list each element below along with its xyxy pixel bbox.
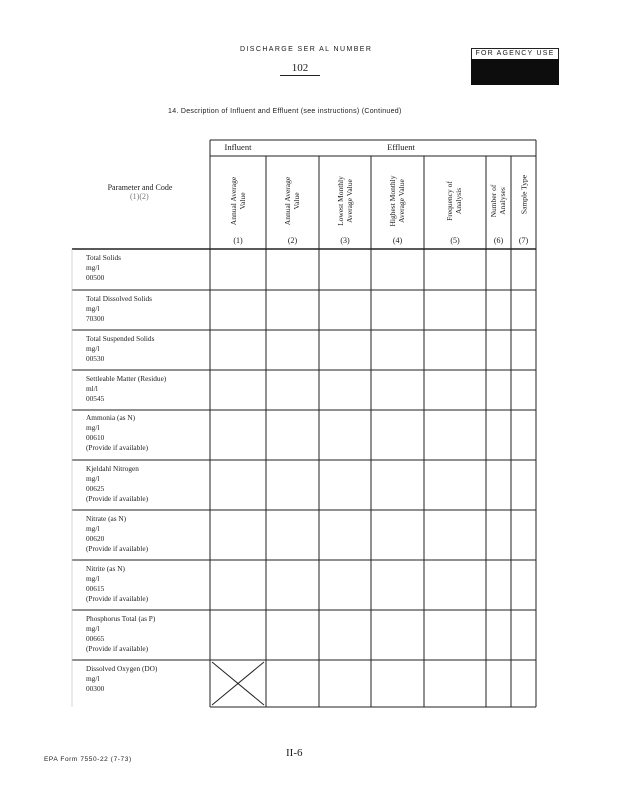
- table-row: [86, 614, 155, 654]
- table-row: [86, 664, 157, 694]
- col-1-number: (1): [233, 236, 243, 245]
- parameter-name: Total Solids: [86, 253, 121, 262]
- parameter-unit: mg/l: [86, 423, 100, 432]
- table-row: [86, 294, 152, 324]
- parameter-note: (Provide if available): [86, 443, 148, 452]
- col-5-number: (5): [450, 236, 460, 245]
- agency-use-label: FOR AGENCY USE: [471, 48, 559, 60]
- parameter-code: 00500: [86, 273, 105, 282]
- parameter-name: Ammonia (as N): [86, 413, 136, 422]
- parameter-code: 00300: [86, 684, 105, 693]
- parameter-name: Nitrite (as N): [86, 564, 125, 573]
- col-2-number: (2): [287, 236, 298, 245]
- col-6-number: (6): [493, 236, 504, 245]
- col-6-header: Number of Analyses: [489, 184, 507, 218]
- parameter-name: Dissolved Oxygen (DO): [86, 664, 158, 673]
- table-row: [86, 564, 148, 604]
- table-row: [86, 334, 154, 364]
- parameter-code: 00620: [86, 534, 105, 543]
- parameter-code: 00615: [86, 584, 105, 593]
- table-row: [86, 464, 148, 504]
- section-title: 14. Description of Influent and Effluent (see instructions) (Continued): [168, 108, 402, 115]
- table-row: [86, 514, 148, 554]
- parameter-unit: mg/l: [86, 624, 100, 633]
- parameter-note: (Provide if available): [86, 544, 148, 553]
- parameter-name: Phosphorus Total (as P): [86, 614, 156, 623]
- table-row: [86, 413, 148, 453]
- parameter-unit: mg/l: [86, 524, 100, 533]
- parameter-unit: mg/l: [86, 263, 100, 272]
- col-7-header: Sample Type: [519, 174, 529, 215]
- discharge-serial-label: DISCHARGE SER AL NUMBER: [240, 46, 373, 53]
- parameter-code: 00625: [86, 484, 105, 493]
- page-number: II-6: [286, 747, 303, 759]
- form-id: EPA Form 7550-22 (7-73): [44, 756, 132, 763]
- table-row: [86, 374, 166, 404]
- parameter-unit: ml/l: [86, 384, 98, 393]
- col-1-header: Annual Average Value: [229, 176, 247, 226]
- col-4-number: (4): [392, 236, 403, 245]
- parameter-unit: mg/l: [86, 474, 100, 483]
- influent-header: Influent: [224, 142, 252, 152]
- parameter-note: (Provide if available): [86, 494, 148, 503]
- parameter-name: Settleable Matter (Residue): [86, 374, 167, 383]
- parameter-note: (Provide if available): [86, 644, 148, 653]
- col-7-number: (7): [518, 236, 529, 245]
- effluent-header: Effluent: [387, 142, 415, 152]
- parameter-unit: mg/l: [86, 674, 100, 683]
- parameter-code: 00545: [86, 394, 105, 403]
- parameter-name: Total Dissolved Solids: [86, 294, 152, 303]
- parameter-name: Total Suspended Solids: [86, 334, 155, 343]
- parameter-unit: mg/l: [86, 574, 100, 583]
- col-3-header: Lowest Monthly Average Value: [336, 176, 354, 226]
- col-2-header: Annual Average Value: [283, 176, 301, 226]
- table-row: [86, 253, 121, 283]
- col-4-header: Highest Monthly Average Value: [388, 175, 406, 227]
- parameter-code-mark: (1)(2): [130, 192, 149, 201]
- parameter-code: 00610: [86, 433, 105, 442]
- col-5-header: Frequency of Analysis: [445, 181, 463, 221]
- parameter-code: 00665: [86, 634, 105, 643]
- parameter-note: (Provide if available): [86, 594, 148, 603]
- discharge-serial-value: 102: [280, 62, 320, 76]
- parameter-code-header: Parameter and Code: [107, 183, 173, 192]
- parameter-code: 70300: [86, 314, 105, 323]
- parameter-code: 00530: [86, 354, 105, 363]
- col-3-number: (3): [340, 236, 350, 245]
- parameter-name: Kjeldahl Nitrogen: [86, 464, 139, 473]
- parameter-unit: mg/l: [86, 344, 100, 353]
- parameter-unit: mg/l: [86, 304, 100, 313]
- parameter-name: Nitrate (as N): [86, 514, 127, 523]
